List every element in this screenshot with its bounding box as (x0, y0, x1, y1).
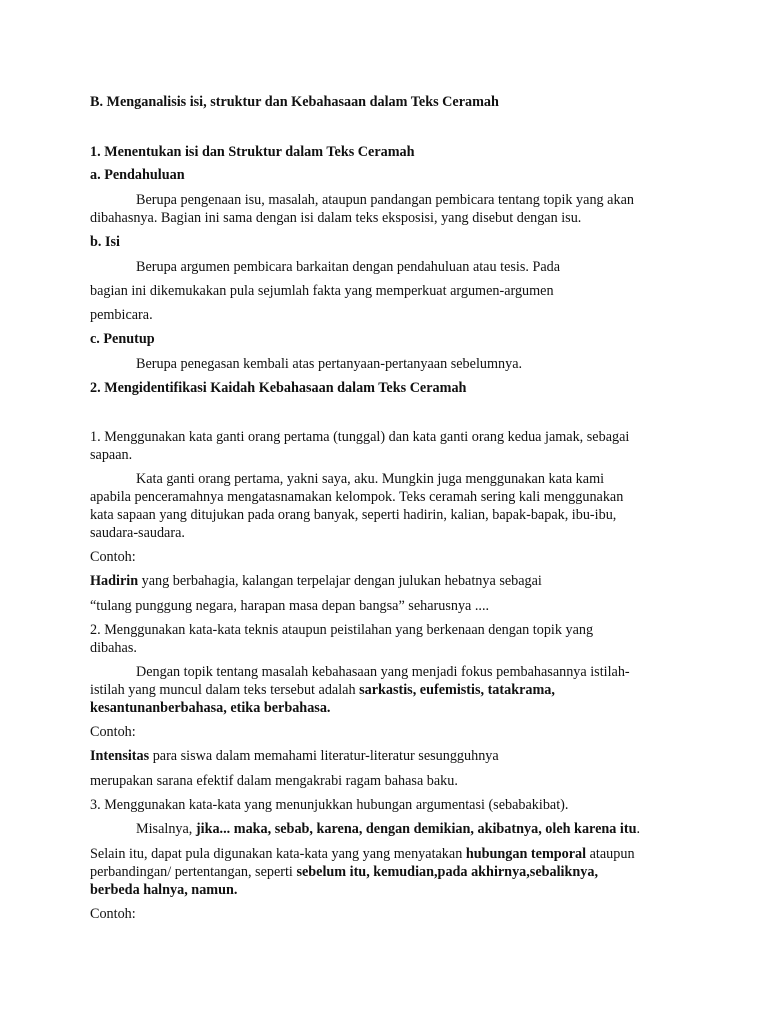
part2-heading: 2. Mengidentifikasi Kaidah Kebahasaan dalam Teks Ceramah (90, 380, 467, 396)
rule2-para-text: istilah yang muncul dalam teks tersebut adalah (90, 682, 360, 698)
isi-line-2: bagian ini dikemukakan pula sejumlah fakta yang memperkuat argumen-argumen (90, 283, 554, 299)
rule1-example-rest: yang berbahagia, kalangan terpelajar dengan julukan hebatnya sebagai (138, 573, 542, 589)
part1-heading: 1. Menentukan isi dan Struktur dalam Teks Ceramah (90, 144, 415, 160)
rule3-para3-bold: sebelum itu, kemudian,pada akhirnya,sebaliknya, (296, 864, 599, 880)
isi-line-1: Berupa argumen pembicara barkaitan dengan pendahuluan atau tesis. Pada (136, 259, 561, 275)
rule1-example-label: Contoh: (90, 549, 136, 565)
rule2-para-line-1: Dengan topik tentang masalah kebahasaan yang menjadi fokus pembahasannya istilah- (136, 664, 630, 680)
rule3-para-end: . (636, 821, 641, 837)
pendahuluan-label: a. Pendahuluan (90, 167, 185, 183)
rule1-para-line-1: Kata ganti orang pertama, yakni saya, aku. Mungkin juga menggunakan kata kami (136, 471, 605, 487)
isi-label: b. Isi (90, 234, 120, 250)
rule3-line-1: 3. Menggunakan kata-kata yang menunjukkan hubungan argumentasi (sebabakibat). (90, 797, 569, 813)
rule3-para-line-1 (136, 820, 640, 838)
rule2-example-label: Contoh: (90, 724, 136, 740)
rule2-line-1: 2. Menggunakan kata-kata teknis ataupun peistilahan yang berkenaan dengan topik yang (90, 622, 594, 638)
rule1-line-1: 1. Menggunakan kata ganti orang pertama (tunggal) dan kata ganti orang kedua jamak, sebagai (90, 429, 630, 445)
rule3-para-text: Misalnya, (136, 821, 196, 837)
rule2-para-line-3: kesantunanberbahasa, etika berbahasa. (90, 700, 331, 716)
penutup-line-1: Berupa penegasan kembali atas pertanyaan-pertanyaan sebelumnya. (136, 356, 523, 372)
rule3-para2-text: Selain itu, dapat pula digunakan kata-kata yang yang menyatakan (90, 846, 466, 862)
rule2-example-line-1 (90, 747, 499, 765)
rule2-para-bold: sarkastis, eufemistis, tatakrama, (359, 682, 555, 698)
rule1-para-line-3: kata sapaan yang ditujukan pada orang banyak, seperti hadirin, kalian, bapak-bapak, ibu-ibu, (90, 507, 617, 523)
rule2-line-2: dibahas. (90, 640, 137, 656)
rule3-para3-text: perbandingan/ pertentangan, seperti (90, 864, 297, 880)
rule2-para-line-2 (90, 681, 555, 699)
rule3-para2-end: ataupun (586, 846, 635, 862)
isi-line-3: pembicara. (90, 307, 153, 323)
rule1-example-bold: Hadirin (90, 573, 139, 589)
section-title: B. Menganalisis isi, struktur dan Kebahasaan dalam Teks Ceramah (90, 94, 499, 110)
penutup-label: c. Penutup (90, 331, 155, 347)
rule2-example-line-2: merupakan sarana efektif dalam mengakrabi ragam bahasa baku. (90, 773, 458, 789)
rule3-para2-bold: hubungan temporal (465, 846, 587, 862)
rule1-para-line-2: apabila penceramahnya mengatasnamakan kelompok. Teks ceramah sering kali menggunakan (90, 489, 624, 505)
rule2-example-bold: Intensitas (90, 748, 150, 764)
rule3-example-label: Contoh: (90, 906, 136, 922)
rule1-line-2: sapaan. (90, 447, 133, 463)
rule1-example-line-2: “tulang punggung negara, harapan masa depan bangsa” seharusnya .... (90, 598, 490, 614)
pendahuluan-line-1: Berupa pengenaan isu, masalah, ataupun pandangan pembicara tentang topik yang akan (136, 192, 634, 208)
pendahuluan-line-2: dibahasnya. Bagian ini sama dengan isi dalam teks eksposisi, yang disebut dengan isu. (90, 210, 582, 226)
rule3-para-line-3 (90, 863, 598, 881)
rule1-para-line-4: saudara-saudara. (90, 525, 185, 541)
rule2-example-rest: para siswa dalam memahami literatur-literatur sesungguhnya (149, 748, 499, 764)
rule3-para-line-2 (90, 845, 635, 863)
rule1-example-line-1 (90, 572, 542, 590)
rule3-para-line-4: berbeda halnya, namun. (90, 882, 238, 898)
rule3-para-bold: jika... maka, sebab, karena, dengan demikian, akibatnya, oleh karena itu (195, 821, 637, 837)
